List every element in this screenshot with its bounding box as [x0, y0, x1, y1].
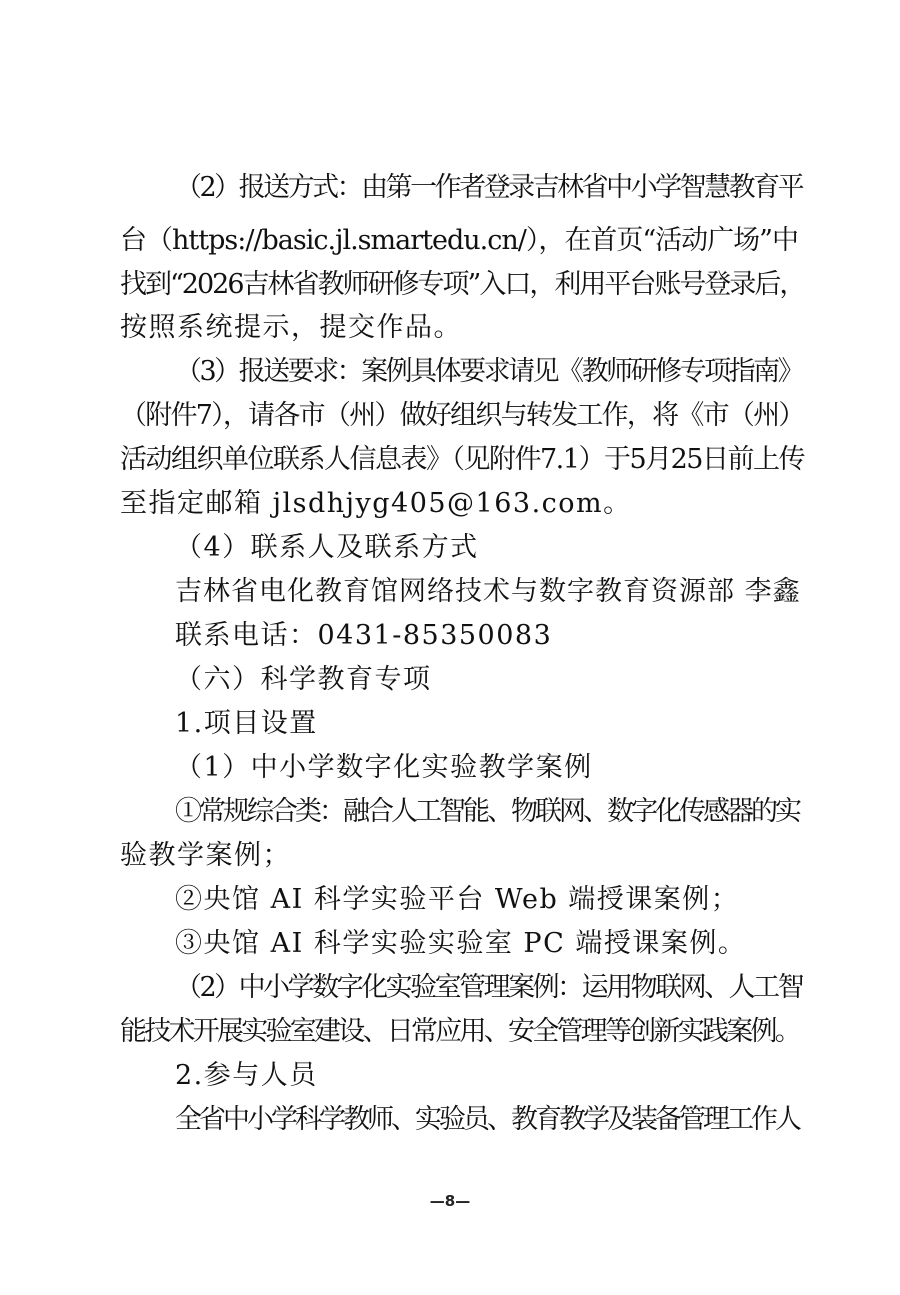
paragraph-line: （4）联系人及联系方式: [175, 532, 479, 563]
paragraph-line: 台（https://basic.jl.smartedu.cn/），在首页“活动广场”中: [120, 225, 798, 256]
subsection-heading: 1.项目设置: [175, 708, 318, 739]
paragraph-line: 找到“2026吉林省教师研修专项”入口，利用平台账号登录后，: [120, 269, 805, 300]
paragraph-line: 全省中小学科学教师、实验员、教育教学及装备管理工作人: [175, 1104, 799, 1135]
paragraph-line: （2）中小学数字化实验室管理案例：运用物联网、人工智: [175, 972, 803, 1003]
paragraph-line: ③央馆 AI 科学实验实验室 PC 端授课案例。: [175, 928, 747, 959]
paragraph-line: 验教学案例；: [120, 840, 291, 871]
paragraph-line: 能技术开展实验室建设、日常应用、安全管理等创新实践案例。: [120, 1016, 799, 1047]
section-heading: （六）科学教育专项: [175, 664, 432, 695]
paragraph-line: 吉林省电化教育馆网络技术与数字教育资源部 李鑫: [175, 576, 801, 607]
paragraph-line: ②央馆 AI 科学实验平台 Web 端授课案例；: [175, 884, 740, 915]
paragraph-line: 联系电话：0431-85350083: [175, 620, 553, 651]
paragraph-line: 活动组织单位联系人信息表》（见附件7.1）于5月25日前上传: [120, 444, 804, 475]
paragraph-line: （附件7），请各市（州）做好组织与转发工作，将《市（州）: [120, 400, 804, 431]
paragraph-line: 按照系统提示，提交作品。: [120, 312, 462, 343]
paragraph-line: ①常规综合类：融合人工智能、物联网、数字化传感器的实: [175, 796, 799, 827]
paragraph-line: （2）报送方式：由第一作者登录吉林省中小学智慧教育平: [175, 172, 803, 203]
paragraph-line: 至指定邮箱 jlsdhjyg405@163.com。: [120, 488, 632, 519]
page-number: —8—: [429, 1192, 471, 1210]
paragraph-line: （3）报送要求：案例具体要求请见《教师研修专项指南》: [175, 356, 803, 387]
subsection-heading: 2.参与人员: [175, 1060, 318, 1091]
paragraph-line: （1）中小学数字化实验教学案例: [175, 752, 593, 783]
